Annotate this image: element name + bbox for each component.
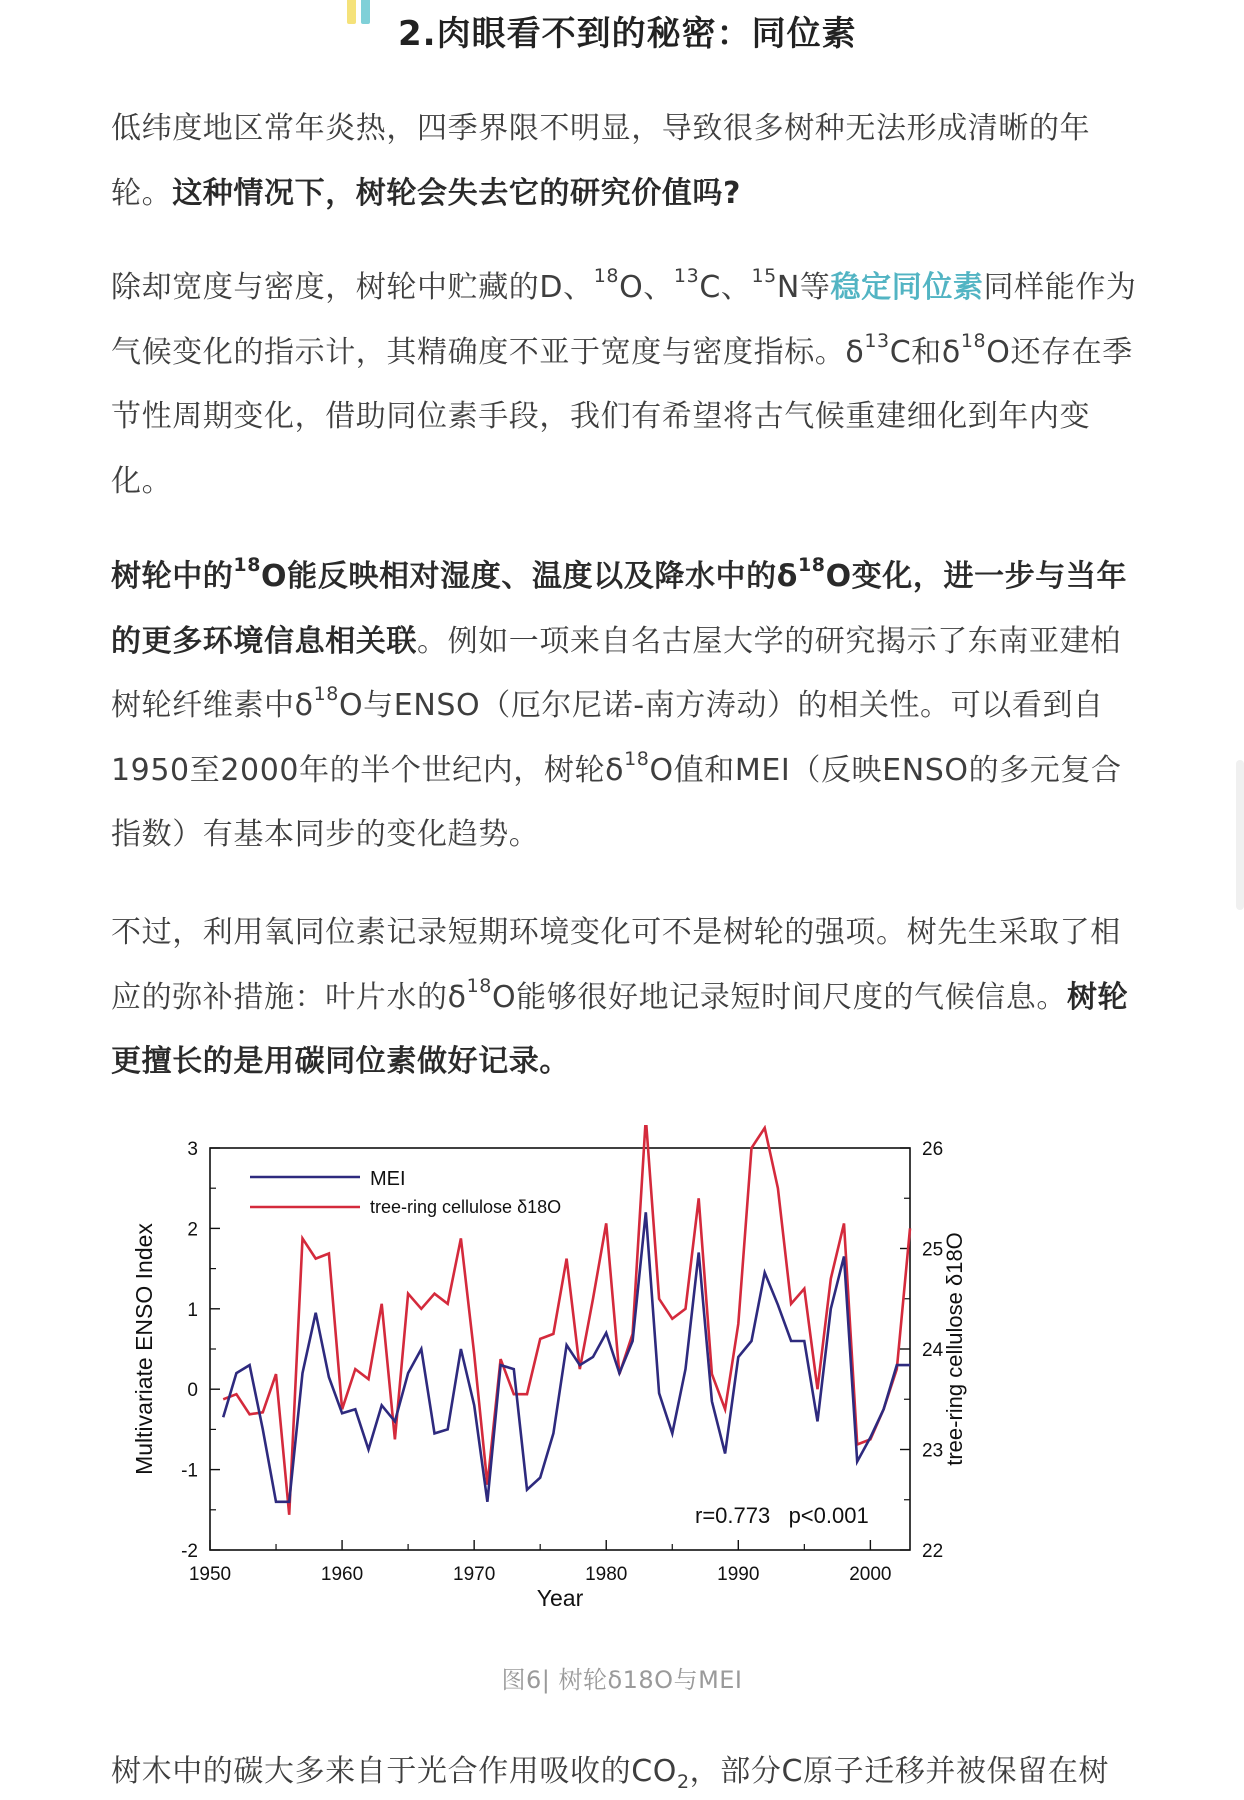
accent-bar-teal xyxy=(361,0,370,24)
p5-text-b: ，部分C原子迁移并被保留在树 xyxy=(689,1754,1110,1789)
correlation-annotation: r=0.773 p<0.001 xyxy=(695,1503,869,1528)
sup-18c: 18 xyxy=(233,554,262,576)
y-axis-left-ticks xyxy=(181,1139,220,1562)
sup-13b: 13 xyxy=(864,329,890,352)
sup-18f: 18 xyxy=(624,747,650,770)
y-axis-right-ticks xyxy=(900,1139,944,1562)
x-tick-label: 1950 xyxy=(188,1564,232,1585)
figure-chart xyxy=(130,1125,1130,1625)
y-right-tick-label: 23 xyxy=(922,1440,944,1462)
dual-axis-line-chart xyxy=(130,1125,1130,1625)
sup-18e: 18 xyxy=(313,683,339,705)
sup-18d: 18 xyxy=(797,554,826,576)
p4-text-b: O能够很好地记录短时间尺度的气候信息。 xyxy=(491,979,1067,1015)
sub-2: 2 xyxy=(676,1771,690,1793)
x-tick-label: 2000 xyxy=(849,1564,892,1585)
y-left-tick-label: 1 xyxy=(187,1299,198,1321)
sup-18: 18 xyxy=(593,265,620,287)
paragraph-4 xyxy=(111,901,1147,1095)
p4-bold: 树轮更擅长的是用碳同位素做好记录。 xyxy=(111,979,1129,1079)
series-lines xyxy=(223,1125,910,1515)
y-axis-right-label: tree-ring cellulose δ18O xyxy=(942,1232,967,1466)
y-left-tick-label: -1 xyxy=(181,1460,198,1482)
legend-label-d18o: tree-ring cellulose δ18O xyxy=(370,1197,562,1217)
sup-18g: 18 xyxy=(466,974,492,997)
p2-text-a3: C、 xyxy=(699,270,752,305)
p4-text-a: 不过，利用氧同位素记录短期环境变化可不是树轮的强项。树先生采取了相应的弥补措施：叶片水的δ xyxy=(111,915,1121,1015)
y-right-tick-label: 24 xyxy=(922,1340,944,1361)
y-left-tick-label: 2 xyxy=(187,1219,198,1241)
figure-caption: 图6| 树轮δ18O与MEI xyxy=(501,1666,743,1694)
heading-accent-mark xyxy=(347,0,375,24)
p2-text-b: 同样能作为气候变化的指示计，其精确度不亚于宽度与密度指标。δ xyxy=(111,270,1137,370)
p2-text-a2: O、 xyxy=(619,270,674,305)
legend-label-mei: MEI xyxy=(370,1168,406,1190)
x-tick-label: 1990 xyxy=(717,1564,760,1585)
paragraph-3 xyxy=(111,545,1147,868)
y-left-tick-label: 3 xyxy=(187,1139,198,1160)
p1-bold-question: 这种情况下，树轮会失去它的研究价值吗? xyxy=(172,175,742,211)
p2-text-b2: C和δ xyxy=(889,334,961,370)
y-right-tick-label: 26 xyxy=(922,1139,944,1160)
x-axis-ticks xyxy=(189,1540,892,1585)
x-tick-label: 1970 xyxy=(453,1564,496,1585)
p1-text: 低纬度地区常年炎热，四季界限不明显，导致很多树种无法形成清晰的年轮。 xyxy=(111,111,1091,211)
sup-15: 15 xyxy=(751,265,777,287)
accent-bar-yellow xyxy=(347,0,356,24)
section-title: 2.肉眼看不到的秘密：同位素 xyxy=(398,14,857,54)
y-right-tick-label: 22 xyxy=(922,1541,944,1562)
paragraph-5 xyxy=(111,1740,1147,1800)
sup-13: 13 xyxy=(673,265,700,287)
p3-bold-a: 树轮中的 xyxy=(111,559,234,594)
x-axis-label: Year xyxy=(536,1585,584,1611)
y-right-tick-label: 25 xyxy=(922,1239,944,1261)
paragraph-1 xyxy=(111,97,1147,226)
p2-text-a4: N等 xyxy=(776,270,831,305)
sup-18b: 18 xyxy=(960,329,987,352)
x-tick-label: 1960 xyxy=(320,1564,364,1585)
p3-text-d: O与ENSO（厄尔尼诺-南方涛动）的相关性。可以看到自1950至2000年的半个世纪内，树轮δ xyxy=(111,688,1104,788)
p2-text-b3: O还存在季节性周期变化，借助同位素手段，我们有希望将古气候重建细化到年内变化。 xyxy=(111,334,1133,499)
p3-text-e: O值和MEI（反映ENSO的多元复合指数）有基本同步的变化趋势。 xyxy=(111,752,1122,852)
paragraph-2 xyxy=(111,256,1147,514)
section-heading xyxy=(0,0,1244,62)
x-tick-label: 1980 xyxy=(585,1564,628,1585)
p3-text-c: 。例如一项来自名古屋大学的研究揭示了东南亚建柏树轮纤维素中δ xyxy=(111,623,1121,723)
series-line-d18o xyxy=(223,1125,910,1515)
y-axis-left-label: Multivariate ENSO Index xyxy=(131,1223,157,1475)
p5-text-a: 树木中的碳大多来自于光合作用吸收的CO xyxy=(111,1754,677,1789)
y-left-tick-label: 0 xyxy=(187,1380,198,1402)
scrollbar[interactable] xyxy=(1236,760,1244,910)
p3-bold-c: O变化，进一步与当年的更多环境信息相关联 xyxy=(111,559,1128,659)
y-left-tick-label: -2 xyxy=(181,1541,198,1562)
p3-bold-b: O能反映相对湿度、温度以及降水中的δ xyxy=(261,559,798,594)
highlight-link-stable-isotope[interactable]: 稳定同位素 xyxy=(830,270,984,305)
legend xyxy=(250,1168,561,1217)
p2-text-a: 除却宽度与密度，树轮中贮藏的D、 xyxy=(111,270,594,305)
